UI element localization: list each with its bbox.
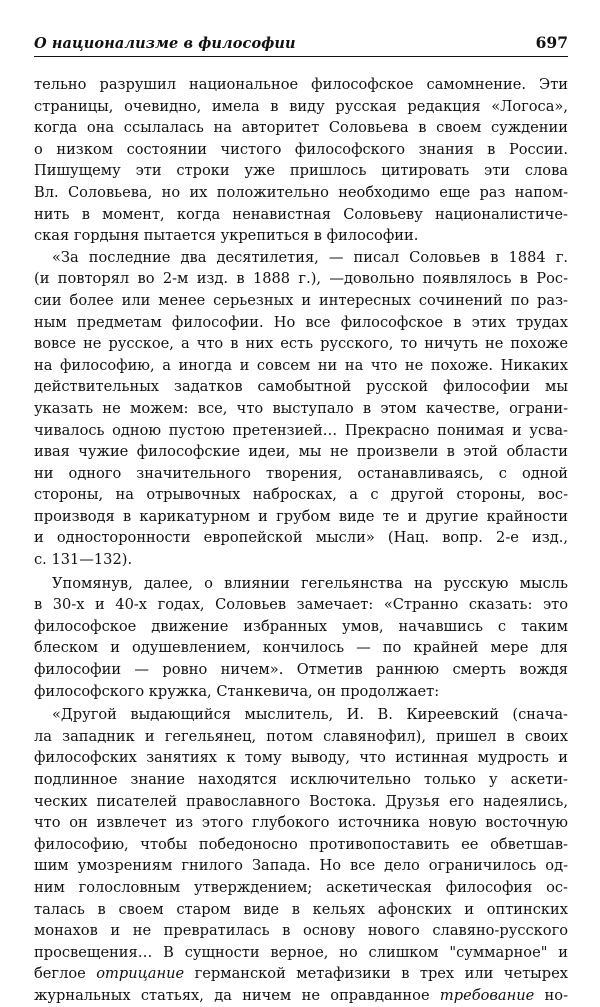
text-line: вовсе не русское, а что в них есть русского, то ничуть не похоже — [34, 335, 568, 353]
text-line: с. 131—132). — [34, 551, 133, 569]
text-line: (и повторял во 2-м изд. в 1888 г.), —довольно появлялось в Рос- — [34, 270, 568, 288]
text-line-mixed — [34, 985, 568, 1007]
text-line: действительных задатков самобытной русской философии мы — [34, 378, 568, 396]
page-number: 697 — [535, 33, 568, 52]
text-line: просвещения… В сущности верное, но слишком "суммарное" и — [34, 943, 568, 961]
running-title: О национализме в философии — [34, 35, 296, 52]
text-line: блеском и одушевлением, кончилось — по крайней мере для — [34, 639, 568, 657]
text-line: шим умозрениям гнилого Запада. Но все дело ограничилось од- — [34, 857, 568, 875]
text-line: философию, чтобы победоносно противопоставить ее обветшав- — [34, 835, 568, 853]
text-line: ивая чужие философские идеи, мы не произвели в этой области — [34, 443, 568, 461]
text-line: когда она ссылалась на авторитет Соловьева в своем суждении — [34, 119, 568, 137]
text-line: страницы, очевидно, имела в виду русская редакция «Логоса», — [34, 97, 568, 115]
text-line: чивалось одною пустою претензией… Прекрасно понимая и усва- — [34, 421, 568, 439]
text-line: талась в своем старом виде в кельях афонских и оптинских — [34, 900, 568, 918]
text-line: Упомянув, далее, о влиянии гегельянства на русскую мысль — [52, 574, 568, 592]
text-line: ним голословным утверждением; аскетическая философия ос- — [34, 878, 568, 896]
paragraph-1 — [34, 74, 568, 247]
text-line: ская гордыня пытается укрепиться в философии. — [34, 227, 419, 245]
text-line: указать не можем: все, что выступало в этом качестве, ограни- — [34, 399, 568, 417]
running-head — [34, 30, 568, 57]
text-line: тельно разрушил национальное философское самомнение. Эти — [34, 76, 568, 93]
text-line: на философию, а иногда и совсем ни на что не похоже. Никаких — [34, 356, 568, 374]
text-line: «За последние два десятилетия, — писал Соловьев в 1884 г. — [52, 248, 568, 266]
text-line: «Другой выдающийся мыслитель, И. В. Киреевский (снача- — [52, 706, 568, 724]
paragraph-4-quote — [34, 704, 568, 1006]
text-line: ни одного значительного творения, останавливаясь, с одной — [34, 464, 568, 482]
text-line: сии более или менее серьезных и интересных сочинений по раз- — [34, 291, 568, 309]
paragraph-2-quote — [34, 247, 568, 571]
text-line: нить в момент, когда ненавистная Соловьеву националистиче- — [34, 205, 568, 223]
text-line: о низком состоянии чистого философского знания в России. — [34, 140, 568, 158]
text-line: что он извлечет из этого глубокого источника новую восточную — [34, 814, 568, 832]
text-line: философское движение избранных умов, начавшись с таким — [34, 617, 568, 635]
text-line: Пишущему эти строки уже пришлось цитировать эти слова — [34, 162, 568, 180]
text-line: Вл. Соловьева, но их положительно необходимо еще раз напом- — [34, 183, 568, 201]
text-line: подлинное знание находятся исключительно только у аскети- — [34, 771, 568, 788]
text-line: философских занятиях к тому выводу, что истинная мудрость и — [34, 749, 568, 767]
text-line: ла западник и гегельянец, потом славянофил), пришел в своих — [34, 727, 568, 745]
text-line: в 30-х и 40-х годах, Соловьев замечает: «Странно сказать: это — [34, 596, 568, 614]
text-line: и односторонности европейской мысли» (Нац. вопр. 2-е изд., — [34, 529, 568, 547]
text-line: производя в карикатурном и грубом виде те и другие крайности — [34, 507, 568, 525]
paragraph-3 — [34, 573, 568, 703]
italic-emphasis: требование — [439, 986, 535, 1004]
text-line: философского кружка, Станкевича, он продолжает: — [34, 682, 440, 700]
text-line-mixed — [34, 963, 568, 985]
text-run: беглое — [34, 965, 97, 983]
text-run: журнальных статьях, да ничем не оправданное — [34, 986, 440, 1004]
text-line: ческих писателей православного Востока. Друзья его надеялись, — [34, 792, 568, 810]
text-line: философии — ровно ничем». Отметив раннюю смерть вождя — [34, 661, 568, 679]
text-run: но- — [534, 986, 568, 1004]
text-line: стороны, на отрывочных набросках, а с другой стороны, вос- — [34, 486, 568, 504]
text-line: монахов и не превратилась в основу нового славяно-русского — [34, 922, 568, 940]
body-text — [34, 74, 568, 1007]
text-line: ным предметам философии. Но все философское в этих трудах — [34, 313, 568, 331]
text-run: германской метафизики в трех или четырех — [184, 965, 568, 983]
italic-emphasis: отрицание — [96, 965, 185, 983]
